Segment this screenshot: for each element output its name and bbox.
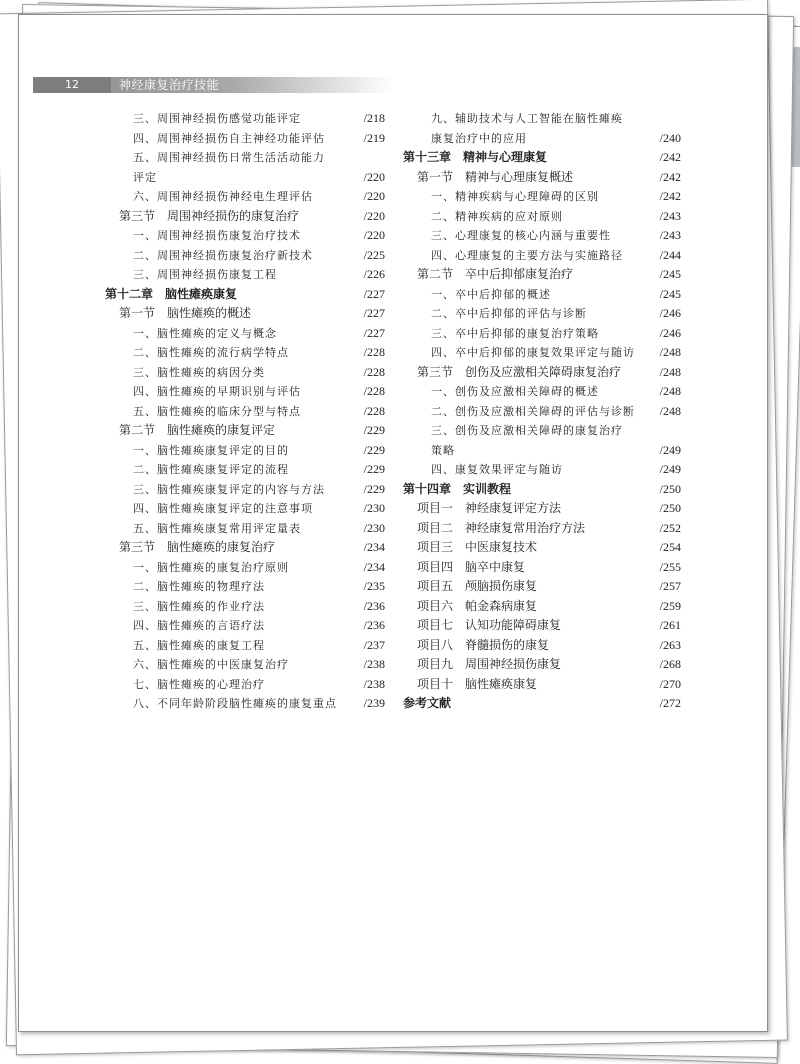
toc-entry-title: 项目二 神经康复常用治疗方法 — [417, 520, 586, 535]
toc-entry-title: 三、卒中后抑郁的康复治疗策略 — [431, 326, 599, 340]
toc-entry-page: /252 — [659, 520, 681, 535]
toc-entry-title: 三、心理康复的核心内涵与重要性 — [431, 229, 611, 242]
toc-entry-page: /243 — [659, 228, 681, 242]
toc-entry-item — [403, 460, 681, 480]
toc-entry-page: /248 — [659, 364, 681, 379]
toc-entry-section — [403, 558, 681, 578]
toc-entry-page: /228 — [363, 345, 385, 359]
toc-entry-page: /237 — [363, 637, 385, 652]
toc-entry-item — [105, 129, 385, 149]
toc-entry-section — [403, 363, 681, 383]
toc-entry-page: /220 — [363, 189, 385, 203]
toc-entry-page: /245 — [659, 267, 681, 281]
toc-entry-page: /229 — [363, 462, 385, 476]
toc-entry-section — [105, 207, 385, 227]
toc-entry-page: /227 — [363, 306, 385, 320]
toc-entry-page: /229 — [363, 481, 385, 496]
toc-entry-title: 项目六 帕金森病康复 — [417, 598, 538, 613]
toc-entry-section — [403, 655, 681, 675]
toc-entry-item-cont — [403, 441, 681, 461]
toc-entry-page: /228 — [363, 364, 385, 379]
toc-entry-item — [403, 324, 681, 344]
toc-entry-title: 二、卒中后抑郁的评估与诊断 — [431, 307, 587, 320]
toc-entry-title: 四、脑性瘫痪康复评定的注意事项 — [133, 502, 313, 515]
toc-entry-title: 二、脑性瘫痪的物理疗法 — [133, 580, 265, 593]
toc-entry-page: /225 — [363, 247, 385, 262]
toc-entry-item — [105, 246, 385, 266]
toc-entry-title: 项目七 认知功能障碍康复 — [417, 618, 562, 632]
toc-entry-title: 三、周围神经损伤康复工程 — [133, 268, 277, 281]
toc-entry-title: 项目八 脊髓损伤的康复 — [417, 637, 550, 652]
toc-entry-item — [105, 480, 385, 500]
toc-entry-chapter — [403, 694, 681, 714]
toc-entry-title: 四、康复效果评定与随访 — [431, 463, 563, 476]
toc-entry-title: 项目三 中医康复技术 — [417, 540, 538, 554]
toc-entry-title: 五、脑性瘫痪康复常用评定量表 — [133, 521, 301, 535]
toc-entry-section — [403, 675, 681, 695]
toc-entry-title: 二、脑性瘫痪的流行病学特点 — [133, 346, 289, 359]
toc-entry-page: /259 — [659, 598, 681, 613]
toc-entry-page: /218 — [363, 111, 385, 125]
toc-entry-title: 四、脑性瘫痪的早期识别与评估 — [133, 385, 301, 398]
toc-entry-title: 四、周围神经损伤自主神经功能评估 — [133, 131, 325, 145]
toc-entry-page: /227 — [363, 286, 385, 301]
toc-entry-page: /235 — [363, 579, 385, 593]
toc-entry-title: 四、心理康复的主要方法与实施路径 — [431, 248, 623, 262]
toc-entry-page: /236 — [363, 598, 385, 613]
toc-entry-page: /257 — [659, 579, 681, 593]
toc-entry-title: 六、周围神经损伤神经电生理评估 — [133, 190, 313, 203]
toc-entry-section — [403, 597, 681, 617]
toc-entry-item — [105, 148, 385, 168]
toc-entry-item — [105, 382, 385, 402]
toc-entry-item — [105, 499, 385, 519]
toc-entry-title: 一、周围神经损伤康复治疗技术 — [133, 229, 301, 242]
toc-entry-item — [105, 675, 385, 695]
toc-entry-page: /248 — [659, 384, 681, 398]
toc-entry-item — [105, 694, 385, 714]
toc-entry-title: 第十二章 脑性瘫痪康复 — [105, 286, 238, 301]
toc-entry-item — [105, 558, 385, 578]
toc-entry-page: /242 — [659, 189, 681, 203]
toc-entry-title: 七、脑性瘫痪的心理治疗 — [133, 677, 265, 691]
toc-entry-title: 第十四章 实训教程 — [403, 481, 512, 496]
toc-entry-item — [105, 343, 385, 363]
toc-entry-title: 项目十 脑性瘫痪康复 — [417, 676, 538, 691]
toc-entry-title: 三、脑性瘫痪康复评定的内容与方法 — [133, 482, 325, 496]
toc-entry-item — [105, 441, 385, 461]
toc-entry-title: 三、周围神经损伤感觉功能评定 — [133, 112, 301, 125]
toc-entry-section — [105, 538, 385, 558]
toc-entry-item — [105, 597, 385, 617]
toc-entry-section — [403, 538, 681, 558]
toc-entry-item — [403, 109, 681, 129]
toc-entry-title: 二、周围神经损伤康复治疗新技术 — [133, 248, 313, 262]
toc-entry-page: /220 — [363, 228, 385, 242]
toc-entry-section — [403, 577, 681, 597]
toc-entry-page: /261 — [659, 618, 681, 632]
toc-entry-title: 二、脑性瘫痪康复评定的流程 — [133, 463, 289, 476]
toc-entry-page: /227 — [363, 325, 385, 340]
toc-entry-item — [403, 343, 681, 363]
toc-entry-page: /238 — [363, 657, 385, 671]
toc-entry-page: /239 — [363, 696, 385, 710]
toc-entry-page: /255 — [659, 559, 681, 574]
toc-entry-title: 第三节 创伤及应激相关障碍康复治疗 — [417, 364, 622, 379]
toc-entry-title: 第一节 精神与心理康复概述 — [417, 169, 574, 184]
toc-entry-item — [105, 265, 385, 285]
running-header — [33, 77, 393, 93]
toc-entry-title: 策略 — [431, 443, 455, 457]
toc-entry-item — [403, 207, 681, 227]
toc-entry-title: 项目九 周围神经损伤康复 — [417, 657, 562, 671]
toc-entry-page: /234 — [363, 559, 385, 574]
toc-entry-item — [105, 460, 385, 480]
toc-entry-page: /248 — [659, 345, 681, 359]
toc-entry-page: /243 — [659, 208, 681, 223]
toc-entry-section — [403, 616, 681, 636]
toc-entry-item — [403, 421, 681, 441]
toc-entry-item — [403, 187, 681, 207]
page-number: 12 — [33, 77, 111, 93]
toc-right-column — [403, 109, 681, 714]
toc-page — [18, 14, 768, 1032]
toc-entry-item — [105, 226, 385, 246]
toc-entry-title: 一、脑性瘫痪的康复治疗原则 — [133, 560, 289, 574]
toc-entry-page: /263 — [659, 637, 681, 652]
toc-entry-item — [105, 519, 385, 539]
toc-entry-section — [105, 304, 385, 324]
toc-entry-page: /248 — [659, 403, 681, 418]
toc-entry-page: /244 — [659, 247, 681, 262]
toc-entry-title: 康复治疗中的应用 — [431, 131, 527, 145]
toc-entry-title: 四、脑性瘫痪的言语疗法 — [133, 619, 265, 632]
toc-entry-item — [105, 577, 385, 597]
toc-entry-item — [403, 402, 681, 422]
toc-entry-title: 一、精神疾病与心理障碍的区别 — [431, 190, 599, 203]
toc-entry-item-cont — [105, 168, 385, 188]
toc-entry-title: 评定 — [133, 170, 157, 184]
toc-entry-page: /229 — [363, 423, 385, 437]
toc-entry-page: /250 — [659, 501, 681, 515]
toc-entry-title: 四、卒中后抑郁的康复效果评定与随访 — [431, 346, 635, 359]
toc-entry-section — [403, 636, 681, 656]
toc-entry-item — [403, 285, 681, 305]
toc-entry-item — [403, 382, 681, 402]
toc-entry-page: /220 — [363, 169, 385, 184]
toc-entry-page: /234 — [363, 540, 385, 554]
toc-entry-section — [403, 499, 681, 519]
toc-entry-title: 第十三章 精神与心理康复 — [403, 150, 548, 164]
toc-entry-page: /219 — [363, 130, 385, 145]
toc-entry-item — [105, 636, 385, 656]
toc-left-column — [105, 109, 385, 714]
toc-entry-section — [403, 168, 681, 188]
toc-entry-title: 第三节 周围神经损伤的康复治疗 — [119, 208, 300, 223]
toc-entry-title: 六、脑性瘫痪的中医康复治疗 — [133, 658, 289, 671]
toc-entry-item — [403, 226, 681, 246]
toc-entry-section — [403, 265, 681, 285]
toc-entry-title: 项目五 颅脑损伤康复 — [417, 579, 538, 593]
toc-entry-page: /230 — [363, 501, 385, 515]
toc-entry-title: 五、脑性瘫痪的临床分型与特点 — [133, 404, 301, 418]
toc-entry-chapter — [403, 480, 681, 500]
toc-entry-item — [105, 402, 385, 422]
toc-entry-title: 九、辅助技术与人工智能在脑性瘫痪 — [431, 112, 623, 125]
toc-entry-item — [105, 363, 385, 383]
toc-entry-page: /246 — [659, 325, 681, 340]
toc-entry-page: /242 — [659, 169, 681, 184]
toc-entry-page: /238 — [363, 676, 385, 691]
toc-entry-title: 第一节 脑性瘫痪的概述 — [119, 306, 252, 320]
toc-entry-page: /250 — [659, 481, 681, 496]
toc-entry-item — [105, 324, 385, 344]
toc-entry-page: /245 — [659, 286, 681, 301]
toc-entry-title: 一、创伤及应激相关障碍的概述 — [431, 385, 599, 398]
toc-entry-page: /249 — [659, 462, 681, 476]
toc-entry-item — [403, 304, 681, 324]
toc-entry-title: 第三节 脑性瘫痪的康复治疗 — [119, 540, 276, 554]
toc-entry-title: 五、脑性瘫痪的康复工程 — [133, 638, 265, 652]
toc-entry-title: 三、创伤及应激相关障碍的康复治疗 — [431, 424, 623, 437]
toc-entry-page: /230 — [363, 520, 385, 535]
toc-entry-chapter — [105, 285, 385, 305]
toc-entry-item-cont — [403, 129, 681, 149]
toc-entry-title: 一、脑性瘫痪康复评定的目的 — [133, 443, 289, 457]
toc-entry-page: /254 — [659, 540, 681, 554]
toc-entry-page: /240 — [659, 130, 681, 145]
toc-entry-page: /268 — [659, 657, 681, 671]
toc-entry-title: 五、周围神经损伤日常生活活动能力 — [133, 151, 325, 164]
toc-entry-item — [105, 109, 385, 129]
toc-entry-title: 八、不同年龄阶段脑性瘫痪的康复重点 — [133, 697, 337, 710]
toc-entry-title: 第二节 脑性瘫痪的康复评定 — [119, 423, 276, 437]
toc-entry-title: 项目一 神经康复评定方法 — [417, 501, 562, 515]
toc-entry-page: /249 — [659, 442, 681, 457]
toc-entry-page: /270 — [659, 676, 681, 691]
toc-entry-title: 一、脑性瘫痪的定义与概念 — [133, 326, 277, 340]
toc-entry-title: 参考文献 — [403, 696, 452, 710]
toc-entry-page: /226 — [363, 267, 385, 281]
toc-entry-page: /246 — [659, 306, 681, 320]
toc-entry-page: /228 — [363, 403, 385, 418]
toc-entry-item — [105, 655, 385, 675]
toc-entry-title: 一、卒中后抑郁的概述 — [431, 287, 551, 301]
toc-entry-page: /236 — [363, 618, 385, 632]
toc-entry-page: /272 — [659, 696, 681, 710]
toc-entry-item — [105, 616, 385, 636]
book-title: 神经康复治疗技能 — [119, 78, 220, 92]
toc-entry-item — [105, 187, 385, 207]
toc-entry-title: 三、脑性瘫痪的病因分类 — [133, 365, 265, 379]
toc-entry-section — [403, 519, 681, 539]
toc-entry-page: /229 — [363, 442, 385, 457]
toc-entry-title: 项目四 脑卒中康复 — [417, 559, 526, 574]
toc-entry-title: 三、脑性瘫痪的作业疗法 — [133, 599, 265, 613]
toc-entry-title: 第二节 卒中后抑郁康复治疗 — [417, 267, 574, 281]
toc-entry-chapter — [403, 148, 681, 168]
toc-entry-section — [105, 421, 385, 441]
toc-entry-page: /220 — [363, 208, 385, 223]
toc-entry-title: 二、精神疾病的应对原则 — [431, 209, 563, 223]
toc-entry-title: 二、创伤及应激相关障碍的评估与诊断 — [431, 404, 635, 418]
toc-entry-page: /228 — [363, 384, 385, 398]
toc-entry-page: /242 — [659, 150, 681, 164]
toc-entry-item — [403, 246, 681, 266]
